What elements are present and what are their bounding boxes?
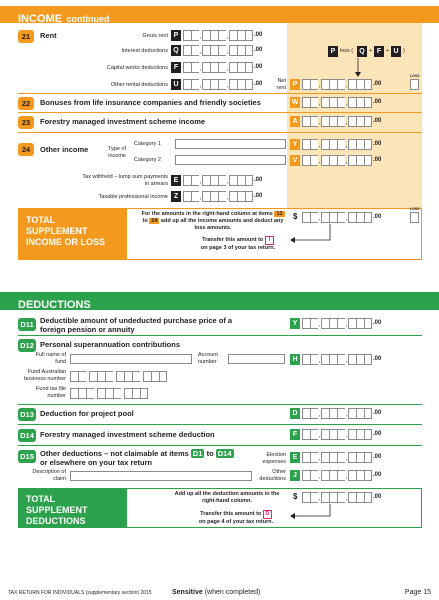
divider <box>18 445 422 446</box>
interest-deductions-amount[interactable]: , , .00 <box>183 45 262 56</box>
income-title: INCOME <box>18 13 62 25</box>
gross-rent-label: Gross rent <box>142 33 168 39</box>
divider <box>18 404 422 405</box>
income-header <box>0 6 439 23</box>
d15-number: D15 <box>18 450 36 463</box>
footer-page-number: Page 15 <box>404 589 431 596</box>
category-2-label: Category 2 <box>134 157 161 163</box>
tax-withheld-label: Tax withheld – lump sum payments in arrears <box>82 174 168 187</box>
full-name-label: Full name of fund <box>35 352 66 365</box>
d11-number: D11 <box>18 318 36 331</box>
other-rental-amount[interactable]: , , .00 <box>183 79 262 90</box>
item-13-badge: 13 <box>276 211 283 217</box>
total-income-amount[interactable]: , , .00 <box>302 212 381 223</box>
question-21-title: Rent <box>40 31 57 40</box>
category-2-input[interactable] <box>175 155 286 165</box>
description-label: Description of claim <box>32 469 66 482</box>
divider <box>18 132 422 133</box>
category-1-label: Category 1 <box>134 141 161 147</box>
question-22-title: Bonuses from life insurance companies and friendly societies <box>40 98 261 107</box>
other-deductions-amount[interactable]: , , .00 <box>302 470 381 481</box>
total-supplement-income-title: TOTAL SUPPLEMENT INCOME OR LOSS <box>18 208 126 260</box>
item-24-badge: 24 <box>151 218 158 224</box>
d15-title: Other deductions – not claimable at items D1 to D14 or elsewhere on your tax return <box>40 449 232 467</box>
total-deductions-dollar: $ <box>293 492 298 501</box>
d12-title: Personal superannuation contributions <box>40 340 181 349</box>
abn-label: Fund Australian business number <box>24 369 66 382</box>
election-code: E <box>290 452 300 463</box>
forestry-income-amount[interactable]: , , .00 <box>302 116 381 127</box>
divider <box>18 93 422 94</box>
net-rent-label: Net rent <box>276 78 286 91</box>
d12-number: D12 <box>18 339 36 352</box>
other-income-v-amount[interactable]: , , .00 <box>302 155 381 166</box>
d12-amount[interactable]: , , .00 <box>302 354 381 365</box>
tfn-input[interactable] <box>70 388 148 399</box>
full-name-input[interactable] <box>70 354 192 364</box>
total-income-transfer: Transfer this amount to I on page 3 of your tax return. <box>200 237 276 251</box>
bonuses-code: W <box>291 99 299 106</box>
formula-less: less ( <box>340 48 354 54</box>
d14-title: Forestry managed investment scheme deduction <box>40 430 215 439</box>
account-number-input[interactable] <box>228 354 285 364</box>
election-expenses-label: Election expenses <box>262 452 286 465</box>
capital-works-code: F <box>171 62 181 73</box>
other-rental-code: U <box>171 79 181 90</box>
interest-deductions-code: Q <box>171 45 181 56</box>
transfer-arrow <box>290 504 334 520</box>
category-1-input[interactable] <box>175 139 286 149</box>
capital-works-label: Capital works deductions <box>106 65 168 71</box>
total-deductions-transfer: Transfer this amount to D on page 4 of your tax return. <box>198 511 274 525</box>
question-22-number: 22 <box>18 97 34 110</box>
deductions-header <box>0 292 439 310</box>
taxable-professional-code: Z <box>171 191 181 202</box>
question-23-title: Forestry managed investment scheme income <box>40 117 206 126</box>
tax-withheld-amount[interactable]: , , .00 <box>183 175 262 186</box>
d12-code: H <box>290 354 300 365</box>
total-income-dollar: $ <box>293 212 298 221</box>
type-of-income-label: Type of income <box>107 146 126 159</box>
total-income-loss-box[interactable] <box>410 212 419 223</box>
tfn-label: Fund tax file number <box>36 386 66 399</box>
d13-title: Deduction for project pool <box>40 409 134 418</box>
d11-code: Y <box>290 318 300 329</box>
net-rent-loss-caption: LOSS <box>410 74 420 78</box>
divider <box>18 424 422 425</box>
other-deductions-label: Other deductions <box>259 469 286 482</box>
account-number-label: Account number <box>198 352 218 365</box>
formula-plus-1: + <box>369 48 373 54</box>
question-23-number: 23 <box>18 116 34 129</box>
taxable-professional-amount[interactable]: , , .00 <box>183 191 262 202</box>
formula-p-code: P <box>328 46 338 57</box>
formula-q-code: Q <box>357 46 367 57</box>
taxable-professional-label: Taxable professional income <box>98 194 168 200</box>
abn-input[interactable] <box>70 371 167 382</box>
d13-number: D13 <box>18 408 36 421</box>
capital-works-amount[interactable]: , , .00 <box>183 62 262 73</box>
d14-badge: D14 <box>217 449 232 458</box>
d13-code: D <box>290 408 300 419</box>
footer-center: Sensitive (when completed) <box>172 589 261 596</box>
election-amount[interactable]: , , .00 <box>302 452 381 463</box>
gross-rent-code: P <box>171 30 181 41</box>
question-21-number: 21 <box>18 30 34 43</box>
total-deductions-instructions: Add up all the deduction amounts in the right-hand column. <box>174 491 280 504</box>
footer-left: TAX RETURN FOR INDIVIDUALS (supplementary section) 2015 <box>8 590 152 596</box>
forestry-income-code: A <box>290 116 300 127</box>
question-24-title: Other income <box>40 145 89 154</box>
d14-number: D14 <box>18 429 36 442</box>
formula-f-code: F <box>374 46 384 57</box>
d11-amount[interactable]: , , .00 <box>302 318 381 329</box>
d11-title: Deductible amount of undeducted purchase price of a foreign pension or annuity <box>40 316 233 334</box>
other-income-y-amount[interactable]: , , .00 <box>302 139 381 150</box>
other-income-v-code: V <box>290 155 300 166</box>
net-rent-loss-box[interactable] <box>410 79 419 90</box>
total-income-instructions: For the amounts in the right-hand column at items 13 to 24 add up all the income amounts and deduct any loss amounts. <box>141 211 284 231</box>
interest-deductions-label: Interest deductions <box>121 48 168 54</box>
transfer-d-code: D <box>263 510 272 519</box>
other-rental-label: Other rental deductions <box>110 82 168 88</box>
other-deductions-code: J <box>290 470 300 481</box>
formula-plus-2: + <box>386 48 390 54</box>
total-income-loss-caption: LOSS <box>410 207 420 211</box>
formula-close: ) <box>403 48 405 54</box>
formula-u-code: U <box>391 46 401 57</box>
total-deductions-amount[interactable]: , , .00 <box>302 492 381 503</box>
tax-withheld-code: E <box>171 175 181 186</box>
d14-amount[interactable]: , , .00 <box>302 429 381 440</box>
divider <box>18 112 422 113</box>
d1-badge: D1 <box>192 449 203 458</box>
gross-rent-amount[interactable]: , , .00 <box>183 30 262 41</box>
net-rent-amount[interactable]: , , .00 <box>302 79 381 90</box>
divider <box>18 335 422 336</box>
d13-amount[interactable]: , , .00 <box>302 408 381 419</box>
income-continued: continued <box>66 14 110 24</box>
total-supplement-deductions-title: TOTAL SUPPLEMENT DEDUCTIONS <box>18 488 126 528</box>
transfer-arrow <box>290 224 334 244</box>
d14-code: F <box>290 429 300 440</box>
deductions-title: DEDUCTIONS <box>18 299 91 311</box>
other-income-y-code: Y <box>290 139 300 150</box>
description-input[interactable] <box>70 471 252 481</box>
net-rent-code: P <box>290 79 300 90</box>
formula-arrow <box>354 58 362 78</box>
question-24-number: 24 <box>18 143 34 156</box>
transfer-i-code: I <box>265 236 274 245</box>
bonuses-amount[interactable]: , , .00 <box>302 97 381 108</box>
